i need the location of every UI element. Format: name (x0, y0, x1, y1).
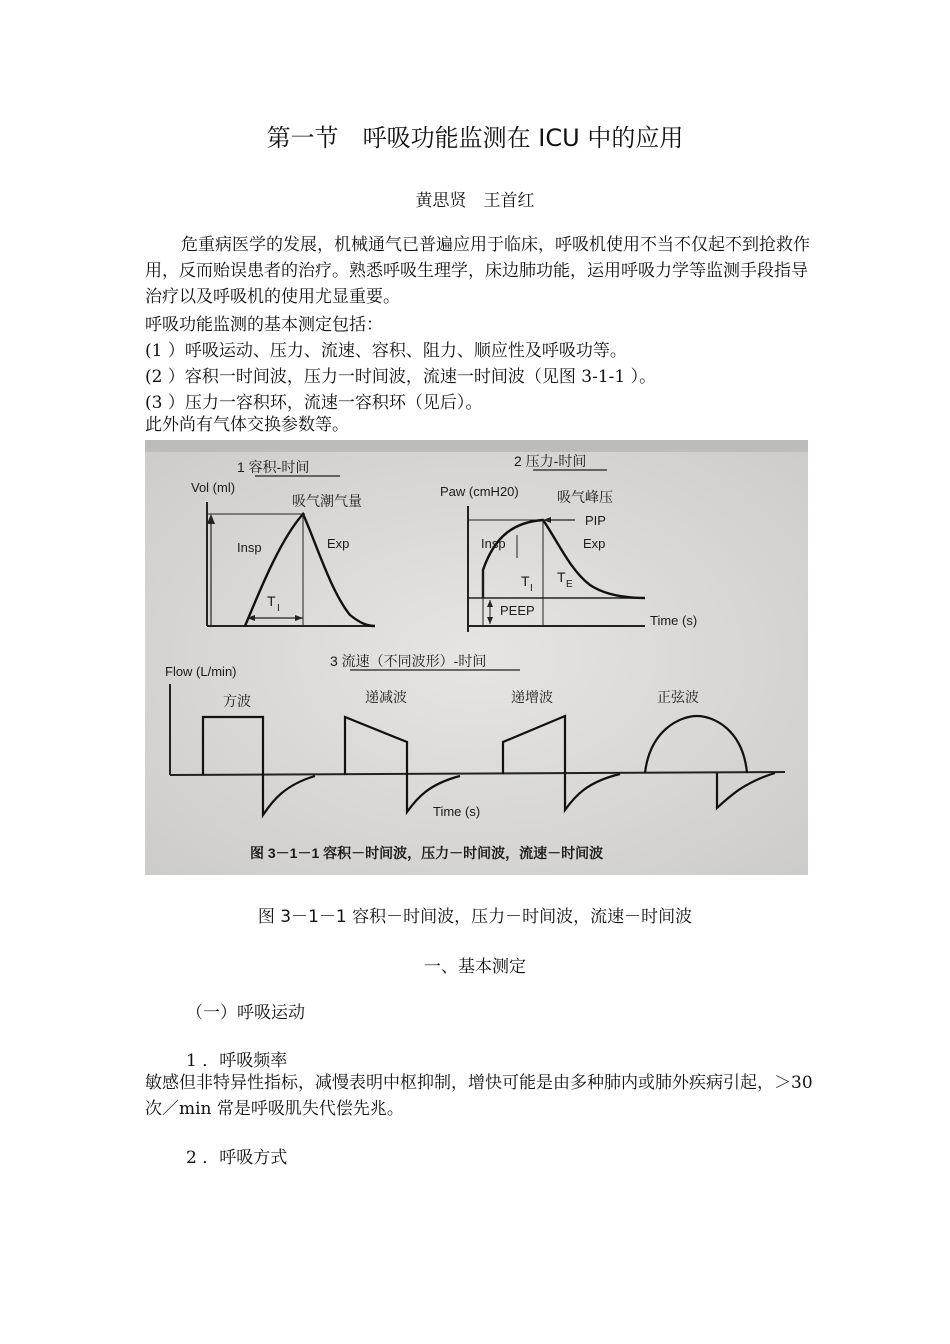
intro-paragraph: 危重病医学的发展，机械通气已普遍应用于临床，呼吸机使用不当不仅起不到抢救作用，反而贻误患者的治疗。熟悉呼吸生理学，床边肺功能，运用呼吸力学等监测手段指导治疗以及呼吸机的使用尤显重要。 (145, 235, 810, 307)
list-item: (3 ）压力一容积环，流速一容积环（见后）。 (145, 393, 483, 413)
panel2-exp-label: Exp (583, 536, 606, 551)
authors: 黄思贤 王首红 (415, 191, 535, 211)
decelerating-wave-label: 递减波 (365, 689, 407, 705)
figure-inner-caption: 图 3－1－1 容积－时间波，压力－时间波，流速－时间波 (250, 845, 604, 861)
panel3-xlabel: Time (s) (433, 804, 481, 819)
panel1-ti-label: T (267, 593, 276, 609)
panel1-insp-label: Insp (237, 540, 262, 555)
panel1-ylabel: Vol (ml) (191, 480, 236, 495)
extra-params: 此外尚有气体交换参数等。 (145, 415, 349, 435)
subsection-heading: （一）呼吸运动 (186, 1003, 305, 1023)
panel2-peep-label: PEEP (500, 603, 535, 618)
waveform-diagram (145, 440, 808, 875)
accelerating-wave-label: 递增波 (511, 689, 553, 705)
panel2-ti-subscript: I (530, 583, 533, 594)
list-intro: 呼吸功能监测的基本测定包括： (145, 315, 383, 335)
panel2-title: 2 压力-时间 (514, 453, 587, 469)
panel2-pip-label: PIP (585, 513, 606, 528)
panel2-ti-label: T (521, 573, 530, 589)
list-item: (2 ）容积一时间波，压力一时间波，流速一时间波（见图 3-1-1 ）。 (145, 367, 657, 387)
panel1-title: 1 容积-时间 (237, 459, 310, 475)
panel3-title: 3 流速（不同波形）-时间 (330, 653, 487, 669)
panel2-te-label: T (557, 569, 566, 585)
panel2-ylabel: Paw (cmH20) (440, 484, 519, 499)
page-title: 第一节 呼吸功能监测在 ICU 中的应用 (266, 124, 684, 152)
panel1-ti-subscript: I (277, 603, 280, 614)
figure-top-edge (145, 440, 808, 452)
figure-caption: 图 3－1－1 容积－时间波，压力－时间波，流速－时间波 (257, 907, 693, 927)
square-wave-label: 方波 (223, 693, 251, 709)
item2-title: 2 ．呼吸方式 (186, 1148, 288, 1168)
sine-wave-label: 正弦波 (657, 689, 699, 705)
figure-photo (145, 440, 808, 875)
list-item: (1 ）呼吸运动、压力、流速、容积、阻力、顺应性及呼吸功等。 (145, 341, 627, 361)
section-heading: 一、基本测定 (424, 957, 526, 977)
panel2-peak-label: 吸气峰压 (557, 489, 613, 505)
item1-body: 敏感但非特异性指标，减慢表明中枢抑制，增快可能是由多种肺内或肺外疾病引起，＞30 次／min 常是呼吸肌失代偿先兆。 (145, 1073, 813, 1119)
panel3-ylabel: Flow (L/min) (165, 664, 237, 679)
panel2-xlabel: Time (s) (650, 613, 698, 628)
panel1-peak-label: 吸气潮气量 (292, 493, 362, 509)
panel2-te-subscript: E (566, 579, 573, 590)
item1-title: 1 ．呼吸频率 (186, 1051, 288, 1071)
panel2-insp-label: Insp (481, 536, 506, 551)
panel1-exp-label: Exp (327, 536, 350, 551)
